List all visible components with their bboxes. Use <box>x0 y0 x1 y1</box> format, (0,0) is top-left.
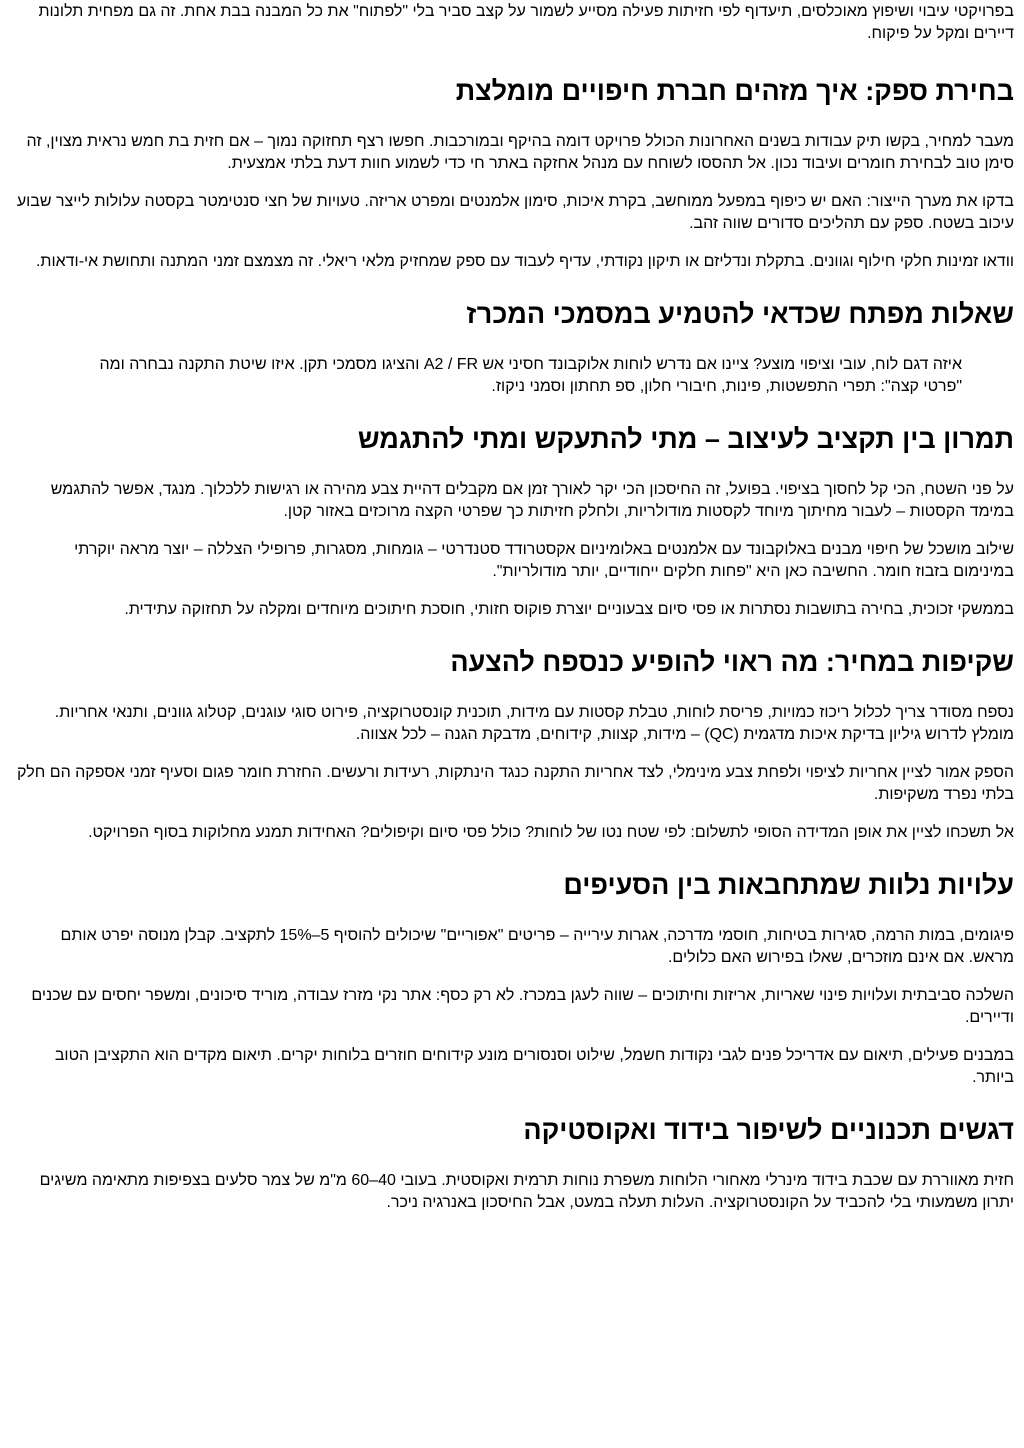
paragraph: במבנים פעילים, תיאום עם אדריכל פנים לגבי נקודות חשמל, שילוט וסנסורים מונע קידוחים חוזרים בלוחות יקרים. תיאום מקדים הוא התקציבן הטוב ביותר. <box>54 1047 1014 1086</box>
paragraph: הספק אמור לציין אחריות לציפוי ולפחת צבע מינימלי, לצד אחריות התקנה כנגד הינתקות, רעידות ורעשים. החזרת חומר פגום וסעיף זמני אספקה הם חלק בלתי נפרד משקיפות. <box>16 764 1014 803</box>
paragraph: איזה דגם לוח, עובי וציפוי מוצע? ציינו אם נדרש לוחות אלוקבונד חסיני אש A2 / FR והציגו מסמכי תקן. איזו שיטת התקנה נבחרה ומה "פרטי קצה": תפרי התפשטות, פינות, חיבורי חלון, ספ תחתון וסמני ניקוז. <box>99 356 962 395</box>
paragraph: שילוב מושכל של חיפוי מבנים באלוקבונד עם אלמנטים באלומיניום אקסטרודד סטנדרטי – גומחות, מסגרות, פרופילי הצללה – יוצר מראה יוקרתי במינימום בזבוז חומר. החשיבה כאן היא "פחות חלקים ייחודיים, יותר מודולריות". <box>74 541 1014 580</box>
paragraph: מעבר למחיר, בקשו תיק עבודות בשנים האחרונות הכולל פרויקט דומה בהיקף ובמורכבות. חפשו רצף תחזוקה נמוך – אם חזית בת חמש נראית מצוין, זה סימן טוב לבחירת חומרים ועיבוד נכון. אל תהססו לשוחח עם מנהל אחזקה באתר חי כדי לשמוע חוות דעת בלתי אמצעית. <box>26 133 1014 172</box>
section-heading: עלויות נלוות שמתחבאות בין הסעיפים <box>563 870 1014 900</box>
section-supplier-choice <box>12 74 1014 273</box>
paragraph: נספח מסודר צריך לכלול ריכוז כמויות, פריסת לוחות, טבלת קסטות עם מידות, תוכנית קונסטרוקציה, פירוט סוגי עוגנים, קטלוג גוונים, ותנאי אחריות. מומלץ לדרוש גיליון בדיקת איכות מדגמית (QC) – מידות, קצוות, קידוחים, מדבקת הגנה – לכל אצווה. <box>54 704 1014 743</box>
paragraph: בדקו את מערך הייצור: האם יש כיפוף במפעל ממוחשב, בקרת איכות, סימון אלמנטים ומפרט אריזה. טעויות של חצי סנטימטר בקסטה עלולות לייצר שבוע עיכוב בשטח. ספק עם תהליכים סדורים שווה זהב. <box>16 193 1014 232</box>
paragraph: וודאו זמינות חלקי חילוף וגוונים. בתקלת ונדליזם או תיקון נקודתי, עדיף לעבוד עם ספק שמחזיק מלאי ריאלי. זה מצמצם זמני המתנה ותחושת אי-ודאות. <box>35 253 1014 270</box>
section-heading: תמרון בין תקציב לעיצוב – מתי להתעקש ומתי להתגמש <box>357 424 1014 454</box>
paragraph: על פני השטח, הכי קל לחסוך בציפוי. בפועל, זה החיסכון הכי יקר לאורך זמן אם מקבלים דהיית צבע מהירה או רגישות ללכלוך. מנגד, אפשר להתגמש במימד הקסטות – לעבור מחיתוך מיוחד לקסטות מודולריות, ולחלק חזיתות כך שפרטי הקצה מרוכזים באזור קטן. <box>50 481 1014 520</box>
paragraph: חזית מאווררת עם שכבת בידוד מינרלי מאחורי הלוחות משפרת נוחות תרמית ואקוסטית. בעובי 40–60 מ"מ של צמר סלעים בצפיפות מתאימה משיגים יתרון משמעותי בלי להכביד על הקונסטרוקציה. העלות תעלה במעט, אבל החיסכון באנרגיה ניכר. <box>39 1172 1014 1211</box>
section-budget-vs-design <box>12 422 1014 621</box>
paragraph: השלכה סביבתית ועלויות פינוי שאריות, אריזות וחיתוכים – שווה לעגן במכרז. לא רק כסף: אתר נקי מזרז עבודה, מוריד סיכונים, ומשפר יחסים עם שכנים ודיירים. <box>31 987 1014 1026</box>
section-heading: דגשים תכנוניים לשיפור בידוד ואקוסטיקה <box>523 1115 1014 1145</box>
paragraph: פיגומים, במות הרמה, סגירות בטיחות, חוסמי מדרכה, אגרות עירייה – פריטים "אפוריים" שיכולים להוסיף 5–15% לתקציב. קבלן מנוסה יפרט אותם מראש. אם אינם מוזכרים, שאלו בפירוש האם כלולים. <box>60 927 1014 966</box>
paragraph: אל תשכחו לציין את אופן המדידה הסופי לתשלום: לפי שטח נטו של לוחות? כולל פסי סיום וקיפולים? האחידות תמנע מחלוקות בסוף הפרויקט. <box>88 824 1014 841</box>
section-hidden-costs <box>12 868 1014 1089</box>
paragraph: בממשקי זכוכית, בחירה בתושבות נסתרות או פסי סיום צבעוניים יוצרת פוקוס חזותי, חוסכת חיתוכים מיוחדים ומקלה על תחזוקה עתידית. <box>124 601 1014 618</box>
section-tender-questions <box>12 297 1014 398</box>
section-heading: שאלות מפתח שכדאי להטמיע במסמכי המכרז <box>466 299 1014 329</box>
intro-paragraph: בפרויקטי עיבוי ושיפוץ מאוכלסים, תיעדוף לפי חזיתות פעילה מסייע לשמור על קצב סביר בלי "לפתוח" את כל המבנה בבת אחת. זה גם מפחית תלונות דיירים ומקל על פיקוח. <box>38 3 1014 42</box>
section-insulation-acoustics <box>12 1113 1014 1214</box>
section-price-transparency <box>12 645 1014 844</box>
section-heading: בחירת ספק: איך מזהים חברת חיפויים מומלצת <box>455 76 1014 106</box>
section-heading: שקיפות במחיר: מה ראוי להופיע כנספח להצעה <box>450 647 1014 677</box>
